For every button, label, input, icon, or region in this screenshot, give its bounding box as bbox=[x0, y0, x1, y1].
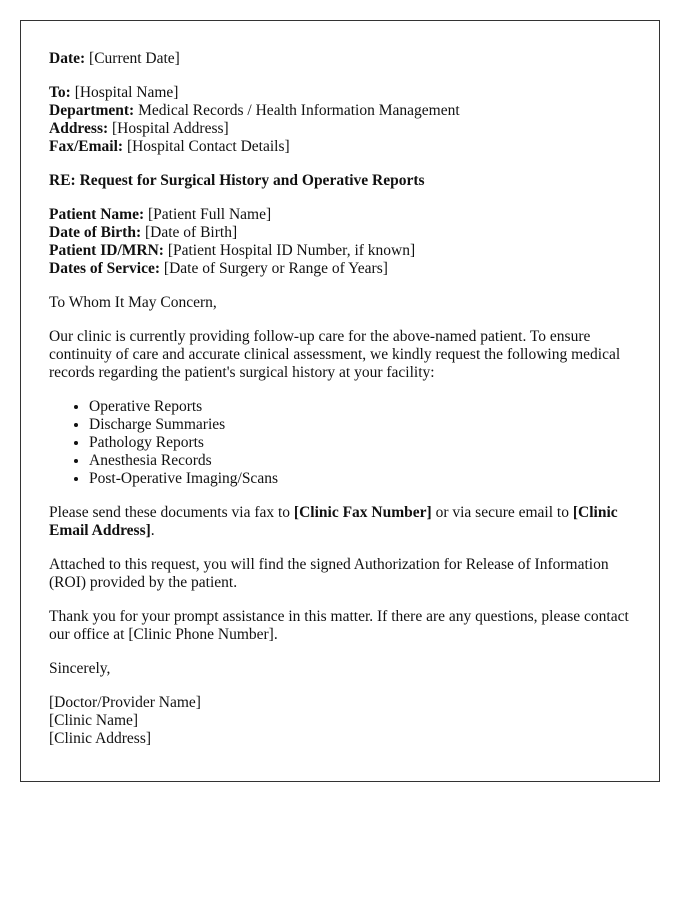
patient-name-line bbox=[49, 206, 631, 224]
to-label: To: bbox=[49, 84, 71, 101]
service-dates-label: Dates of Service: bbox=[49, 260, 161, 277]
date-label: Date: bbox=[49, 50, 86, 67]
list-item: • Post-Operative Imaging/Scans bbox=[89, 470, 631, 488]
dob-line bbox=[49, 224, 631, 242]
subject-line bbox=[49, 172, 631, 190]
department-label: Department: bbox=[49, 102, 135, 119]
dob-value: [Date of Birth] bbox=[145, 224, 238, 241]
list-item: • Discharge Summaries bbox=[89, 416, 631, 434]
fax-email-label: Fax/Email: bbox=[49, 138, 124, 155]
list-item: • Pathology Reports bbox=[89, 434, 631, 452]
salutation: To Whom It May Concern, bbox=[49, 294, 217, 311]
date-value: [Current Date] bbox=[89, 50, 180, 67]
send-suffix: . bbox=[150, 522, 155, 539]
department-line bbox=[49, 102, 631, 120]
patient-id-value: [Patient Hospital ID Number, if known] bbox=[167, 242, 416, 259]
department-value: Medical Records / Health Information Management bbox=[138, 102, 460, 119]
clinic-address: [Clinic Address] bbox=[49, 730, 152, 747]
clinic-name: [Clinic Name] bbox=[49, 712, 139, 729]
send-prefix: Please send these documents via fax to bbox=[49, 504, 294, 521]
records-list bbox=[49, 398, 631, 488]
patient-name-label: Patient Name: bbox=[49, 206, 145, 223]
subject: RE: Request for Surgical History and Operative Reports bbox=[49, 172, 425, 189]
patient-block bbox=[49, 206, 631, 278]
intro-paragraph: Our clinic is currently providing follow-up care for the above-named patient. To ensure continuity of care and accurate clinical assessment, we kindly request the following medical records regarding the patient's surgical history at your facility: bbox=[49, 328, 621, 381]
patient-id-line bbox=[49, 242, 631, 260]
patient-name-value: [Patient Full Name] bbox=[148, 206, 272, 223]
provider-name: [Doctor/Provider Name] bbox=[49, 694, 201, 711]
service-dates-line bbox=[49, 260, 631, 278]
letter-page bbox=[20, 20, 660, 782]
recipient-block bbox=[49, 84, 631, 156]
to-line bbox=[49, 84, 631, 102]
patient-id-label: Patient ID/MRN: bbox=[49, 242, 164, 259]
dob-label: Date of Birth: bbox=[49, 224, 142, 241]
address-label: Address: bbox=[49, 120, 109, 137]
fax-email-line bbox=[49, 138, 631, 156]
thanks-paragraph: Thank you for your prompt assistance in this matter. If there are any questions, please contact our office at [Clinic Phone Number]. bbox=[49, 608, 629, 643]
send-middle: or via secure email to bbox=[431, 504, 573, 521]
address-value: [Hospital Address] bbox=[112, 120, 229, 137]
service-dates-value: [Date of Surgery or Range of Years] bbox=[163, 260, 388, 277]
list-item: • Anesthesia Records bbox=[89, 452, 631, 470]
attached-paragraph: Attached to this request, you will find the signed Authorization for Release of Information (ROI) provided by the patient. bbox=[49, 556, 609, 591]
address-line bbox=[49, 120, 631, 138]
date-line bbox=[49, 50, 631, 68]
clinic-email: [Clinic Email Address] bbox=[49, 504, 618, 539]
clinic-fax: [Clinic Fax Number] bbox=[293, 504, 432, 521]
fax-email-value: [Hospital Contact Details] bbox=[126, 138, 290, 155]
list-item: • Operative Reports bbox=[89, 398, 631, 416]
to-value: [Hospital Name] bbox=[74, 84, 179, 101]
send-paragraph bbox=[49, 504, 631, 540]
closing: Sincerely, bbox=[49, 660, 111, 677]
signature-block bbox=[49, 694, 631, 748]
